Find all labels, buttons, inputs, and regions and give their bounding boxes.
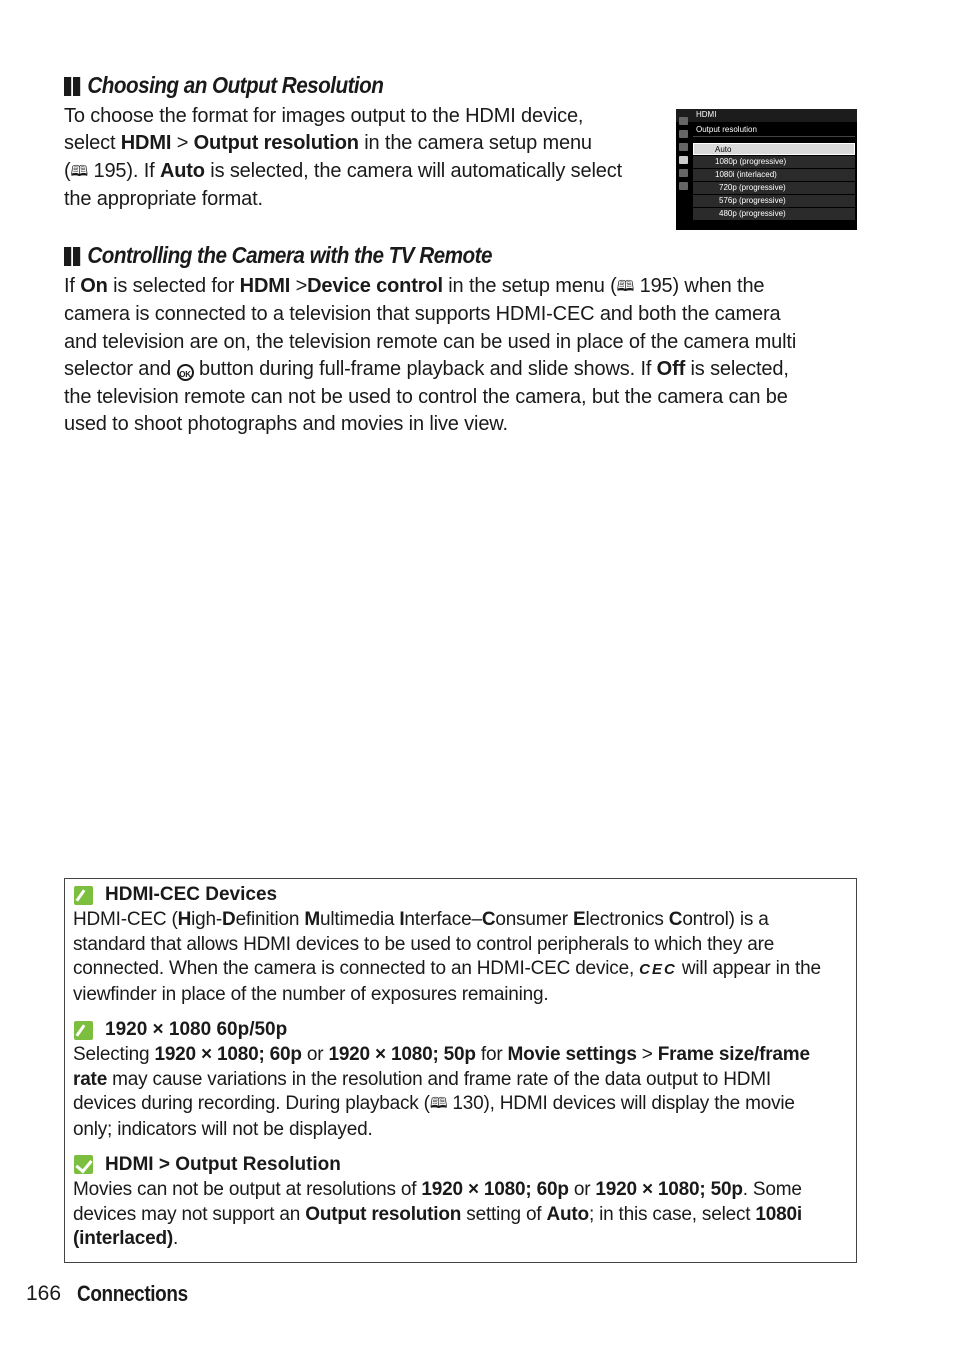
text: HDMI-CEC ( <box>73 909 178 930</box>
section1-body <box>64 103 664 214</box>
menu-option <box>693 143 855 155</box>
text: If <box>64 275 81 297</box>
book-icon: 🕮 <box>429 1095 448 1112</box>
note-heading <box>73 1154 341 1176</box>
menu-name: HDMI <box>120 132 172 155</box>
text: efinition <box>235 909 305 930</box>
text: is selected, <box>685 358 789 381</box>
book-icon: 🕮 <box>70 162 89 180</box>
text-line: only; indicators will not be displayed. <box>73 1118 373 1140</box>
page-ref: 130), HDMI devices will display the movie <box>447 1093 795 1114</box>
text: or <box>568 1179 596 1200</box>
option-label: 1080i (interlaced) <box>715 170 777 179</box>
option-label: Auto <box>715 145 732 154</box>
menu-name: HDMI <box>239 275 291 297</box>
text: igh- <box>191 909 223 930</box>
menu-name: Movie settings <box>507 1044 637 1065</box>
playback-tab-icon <box>679 117 688 125</box>
text: . <box>173 1228 179 1249</box>
menu-item: Frame size/frame <box>657 1044 810 1065</box>
text: ( <box>64 159 71 182</box>
section-heading-output-resolution <box>64 72 383 99</box>
text-line <box>64 273 864 301</box>
note-heading <box>74 884 277 906</box>
text: nterface– <box>404 909 482 930</box>
page-ref: 195). If <box>88 159 160 182</box>
text: select <box>64 132 121 155</box>
heading-marker-icon <box>64 72 82 99</box>
menu-title: HDMI <box>696 110 717 119</box>
text-line <box>64 158 664 186</box>
ok-button-icon: OK <box>177 364 194 381</box>
note-body <box>73 1178 853 1252</box>
text: . Some <box>742 1179 802 1200</box>
text-line: the television remote can not be used to control the camera, but the camera can be <box>64 385 788 408</box>
camera-menu-screenshot <box>676 109 857 230</box>
option-name: 1920 × 1080; 60p <box>421 1179 569 1200</box>
text: may cause variations in the resolution and frame rate of the data output to HDMI <box>107 1068 772 1090</box>
option-name: Auto <box>159 159 205 182</box>
text: onsumer <box>495 909 573 930</box>
text-line: viewfinder in place of the number of exposures remaining. <box>73 983 549 1005</box>
text: C <box>481 909 496 930</box>
menu-item: Output resolution <box>193 132 359 155</box>
text: is selected for <box>107 275 240 297</box>
menu-option <box>693 195 855 207</box>
text: Movies can not be output at resolutions of <box>73 1179 422 1200</box>
text: Selecting <box>73 1044 155 1065</box>
text: in the setup menu ( <box>442 275 617 297</box>
text-line <box>73 1043 853 1068</box>
text: ultimedia <box>319 909 400 930</box>
note-title: HDMI-CEC Devices <box>105 884 278 905</box>
menu-option <box>693 208 855 220</box>
option-label: 720p (progressive) <box>719 183 786 192</box>
heading-text: Choosing an Output Resolution <box>87 72 384 98</box>
text-line <box>73 1203 853 1228</box>
text-line <box>64 130 664 157</box>
text-line <box>73 1068 853 1093</box>
menu-option <box>693 169 855 181</box>
note-body <box>73 1043 853 1142</box>
text: is selected, the camera will automatically select <box>204 159 622 182</box>
heading-marker-icon <box>64 242 82 269</box>
menu-tab-icons <box>678 117 690 195</box>
text: selector and <box>64 358 177 381</box>
text-line <box>64 356 864 383</box>
option-name: 1920 × 1080; 50p <box>595 1179 743 1200</box>
text-line <box>73 957 853 983</box>
menu-option <box>693 156 855 168</box>
pencil-tab-icon <box>679 143 688 151</box>
text-line <box>73 1227 853 1252</box>
option-label: 1080p (progressive) <box>715 157 787 166</box>
menu-item: rate <box>73 1068 108 1090</box>
text: D <box>222 909 236 930</box>
section2-body <box>64 273 864 438</box>
page-ref: 195) when the <box>634 275 765 297</box>
text-line: and television are on, the television remote can be used in place of the camera multi <box>64 330 797 353</box>
text: in the camera setup menu <box>358 132 592 155</box>
text: > <box>290 275 308 297</box>
text: will appear in the <box>676 958 821 979</box>
divider <box>693 136 855 137</box>
text-line <box>73 908 853 933</box>
recent-tab-icon <box>679 182 688 190</box>
menu-item: Output resolution <box>305 1203 462 1225</box>
text: lectronics <box>585 909 669 930</box>
text-line: standard that allows HDMI devices to be used to control peripherals to which they are <box>73 933 775 955</box>
text: for <box>475 1044 508 1065</box>
camera-tab-icon <box>679 130 688 138</box>
text-line: used to shoot photographs and movies in live view. <box>64 413 508 436</box>
notes-box <box>64 878 857 1263</box>
text: devices during recording. During playback ( <box>73 1093 430 1114</box>
text: M <box>304 909 320 930</box>
chapter-title: Connections <box>77 1281 188 1306</box>
option-name: Auto <box>546 1203 589 1225</box>
option-name: On <box>80 275 108 297</box>
menu-item: Device control <box>307 275 443 297</box>
option-name: (interlaced) <box>73 1228 174 1249</box>
text-line <box>73 1092 853 1118</box>
pencil-note-icon <box>74 1021 93 1040</box>
option-label: 576p (progressive) <box>719 196 786 205</box>
text-line: To choose the format for images output to the HDMI device, <box>64 105 584 127</box>
text: or <box>301 1044 329 1065</box>
note-title: HDMI > Output Resolution <box>105 1154 341 1175</box>
text: ontrol) is a <box>682 909 769 930</box>
text-line <box>73 1178 853 1203</box>
menu-option <box>693 182 855 194</box>
heading-text: Controlling the Camera with the TV Remote <box>87 242 492 268</box>
note-body <box>73 908 853 1007</box>
text: devices may not support an <box>73 1203 306 1225</box>
text: button during full-frame playback and slide shows. If <box>193 358 657 381</box>
page-number: 166 <box>26 1282 62 1305</box>
note-title: 1920 × 1080 60p/50p <box>105 1019 288 1040</box>
text: H <box>177 909 192 930</box>
pencil-note-icon <box>74 886 93 905</box>
section-heading-tv-remote <box>64 242 492 269</box>
submenu-title: Output resolution <box>696 125 757 134</box>
text: E <box>572 909 586 930</box>
option-name: Off <box>656 358 686 381</box>
text: C <box>668 909 683 930</box>
option-label: 480p (progressive) <box>719 209 786 218</box>
text: ; in this case, select <box>588 1203 756 1225</box>
note-heading <box>74 1019 287 1041</box>
option-name: 1920 × 1080; 60p <box>154 1044 302 1065</box>
option-name: 1920 × 1080; 50p <box>328 1044 476 1065</box>
checkmark-note-icon <box>73 1155 95 1175</box>
text-line: camera is connected to a television that supports HDMI-CEC and both the camera <box>64 303 781 326</box>
cec-indicator-icon: CEC <box>639 961 677 978</box>
book-icon: 🕮 <box>616 278 635 295</box>
text: > <box>171 132 194 155</box>
option-list <box>693 143 855 221</box>
wrench-tab-icon <box>679 156 688 164</box>
text: I <box>399 909 405 930</box>
text: > <box>636 1044 658 1065</box>
text-line: the appropriate format. <box>64 188 263 211</box>
text: connected. When the camera is connected to an HDMI-CEC device, <box>73 958 640 979</box>
text: setting of <box>461 1203 547 1225</box>
retouch-tab-icon <box>679 169 688 177</box>
option-name: 1080i <box>755 1203 802 1225</box>
